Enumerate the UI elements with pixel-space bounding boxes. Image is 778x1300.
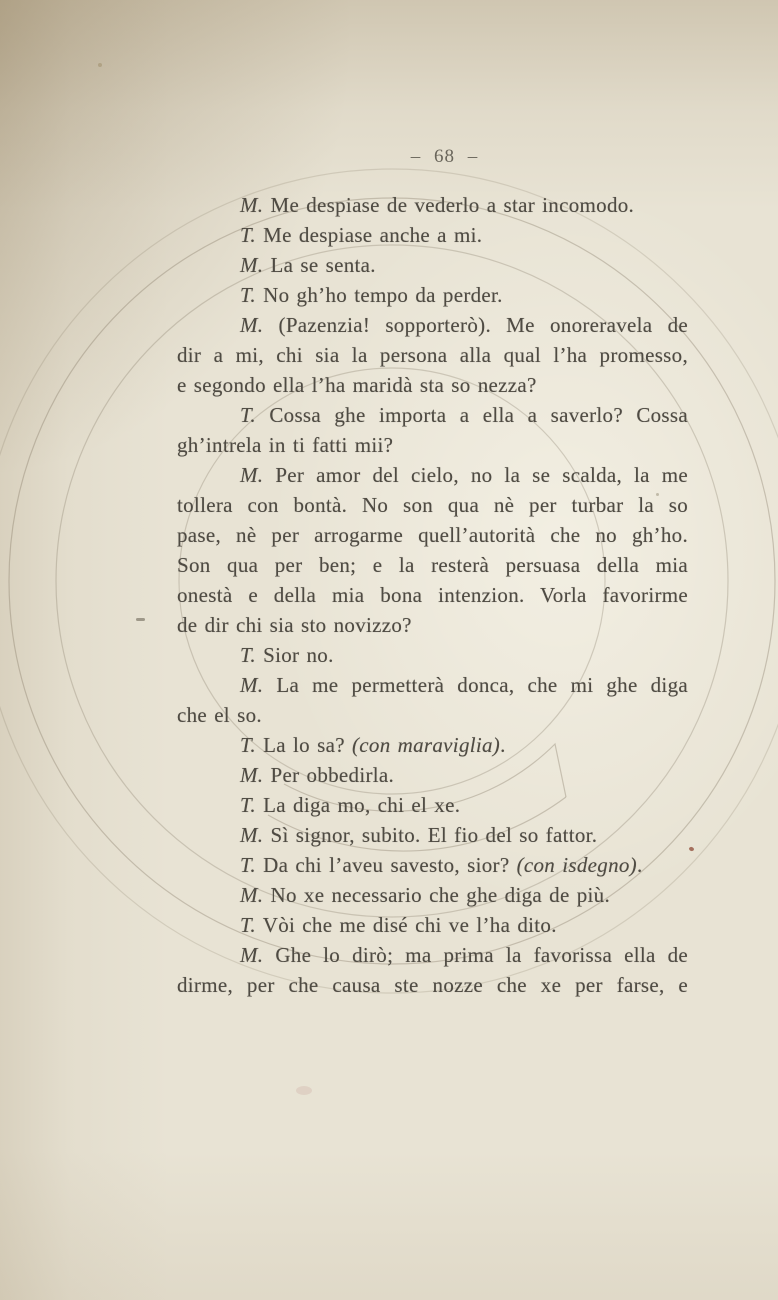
speaker-initial: T. — [240, 793, 256, 817]
speaker-initial: M. — [240, 193, 264, 217]
line-text: La lo sa? — [255, 733, 352, 757]
line-text: e segondo ella l’ha maridà sta so nezza? — [177, 373, 537, 397]
speaker-initial: M. — [240, 883, 264, 907]
speaker-initial: T. — [240, 643, 256, 667]
dialogue-line — [177, 370, 688, 400]
line-text: Ghe lo dirò; ma prima la favorissa ella de — [263, 943, 688, 967]
line-text: gh’intrela in ti fatti mii? — [177, 433, 394, 457]
line-text: . — [500, 733, 506, 757]
dialogue-line — [177, 670, 688, 700]
dialogue-line — [177, 940, 688, 970]
line-text: La diga mo, chi el xe. — [255, 793, 461, 817]
dialogue-line — [177, 400, 688, 430]
line-text: pase, nè per arrogarme quell’autorità che no gh’ho. — [177, 523, 688, 547]
dialogue-line — [177, 250, 688, 280]
dialogue-line — [177, 610, 688, 640]
speaker-initial: M. — [240, 943, 264, 967]
speaker-initial: T. — [240, 733, 256, 757]
dialogue-line — [177, 340, 688, 370]
paper-speck — [98, 63, 102, 67]
line-text: dirme, per che causa ste nozze che xe per farse, e — [177, 973, 688, 997]
speaker-initial: M. — [240, 823, 264, 847]
dialogue-line — [177, 730, 688, 760]
line-text: Sì signor, subito. El fio del so fattor. — [263, 823, 598, 847]
dialogue-line — [177, 190, 688, 220]
line-text: No xe necessario che ghe diga de più. — [263, 883, 611, 907]
speaker-initial: M. — [240, 673, 264, 697]
speaker-initial: T. — [240, 403, 256, 427]
paper-smudge — [296, 1086, 312, 1095]
speaker-initial: T. — [240, 223, 256, 247]
dialogue-line — [177, 790, 688, 820]
line-text: tollera con bontà. No son qua nè per turbar la so — [177, 493, 688, 517]
line-text: Me despiase anche a mi. — [255, 223, 483, 247]
speaker-initial: M. — [240, 253, 264, 277]
line-text: Per obbedirla. — [263, 763, 395, 787]
dialogue-line — [177, 640, 688, 670]
dialogue-line — [177, 460, 688, 490]
line-text: Me despiase de vederlo a star incomodo. — [263, 193, 635, 217]
speaker-initial: T. — [240, 853, 256, 877]
stage-direction: (con maraviglia) — [351, 733, 501, 757]
line-text: de dir chi sia sto novizzo? — [177, 613, 412, 637]
line-text: Per amor del cielo, no la se scalda, la me — [263, 463, 688, 487]
dialogue-line — [177, 580, 688, 610]
line-text: Da chi l’aveu savesto, sior? — [255, 853, 517, 877]
dialogue-line — [177, 520, 688, 550]
dialogue-line — [177, 850, 688, 880]
page-text — [177, 190, 688, 1000]
dialogue-line — [177, 280, 688, 310]
speaker-initial: T. — [240, 913, 256, 937]
speaker-initial: T. — [240, 283, 256, 307]
line-text: La me permetterà donca, che mi ghe diga — [263, 673, 688, 697]
line-text: . — [636, 853, 643, 877]
speaker-initial: M. — [240, 763, 264, 787]
speaker-initial: M. — [240, 463, 264, 487]
dialogue-line — [177, 550, 688, 580]
paper-speck-red — [688, 846, 694, 851]
line-text: No gh’ho tempo da perder. — [255, 283, 503, 307]
paper-speck-dash — [136, 618, 145, 621]
stage-direction: (con isdegno) — [516, 853, 637, 877]
dialogue-line — [177, 490, 688, 520]
line-text: Vòi che me disé chi ve l’ha dito. — [255, 913, 557, 937]
line-text: Son qua per ben; e la resterà persuasa della mia — [177, 553, 688, 577]
line-text: La se senta. — [263, 253, 376, 277]
dialogue-line — [177, 760, 688, 790]
dialogue-line — [177, 310, 688, 340]
dialogue-line — [177, 970, 688, 1000]
dialogue-line — [177, 220, 688, 250]
dialogue-line — [177, 700, 688, 730]
dialogue-line — [177, 430, 688, 460]
page-number: – 68 – — [410, 146, 479, 167]
line-text: (Pazenzia! sopporterò). Me onoreravela de — [263, 313, 688, 337]
line-text: onestà e della mia bona intenzion. Vorla favorirme — [177, 583, 688, 607]
line-text: che el so. — [177, 703, 262, 727]
line-text: Cossa ghe importa a ella a saverlo? Cossa — [255, 403, 688, 427]
dialogue-line — [177, 910, 688, 940]
dialogue-line — [177, 820, 688, 850]
dialogue-line — [177, 880, 688, 910]
line-text: dir a mi, chi sia la persona alla qual l’ha promesso, — [177, 343, 688, 367]
speaker-initial: M. — [240, 313, 264, 337]
line-text: Sior no. — [255, 643, 334, 667]
